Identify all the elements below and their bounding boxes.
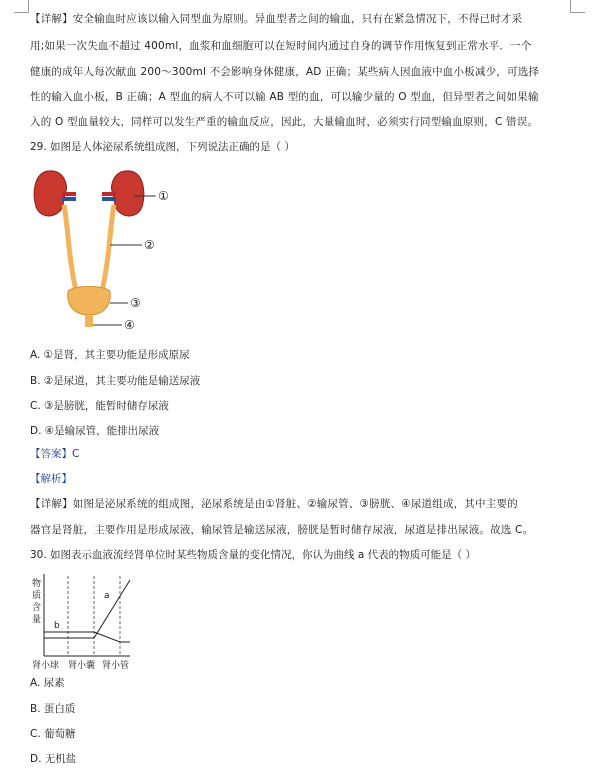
figure-label-2: ② (144, 238, 155, 252)
chart-xlabel: 肾小球 (32, 661, 60, 671)
curve-label-b: b (54, 621, 60, 631)
explanation-line: 健康的成年人每次献血 200～300ml 不会影响身体健康，AD 正确；某些病人因血液中血小板减少，可选择 (30, 66, 540, 78)
q29-explanation-line: 【详解】如图是泌尿系统的组成图，泌尿系统是由①肾脏、②输尿管、③膀胱、④尿道组成，其中主要的 (30, 498, 518, 510)
bladder (68, 287, 111, 316)
left-kidney (34, 171, 66, 216)
explanation-line: 【详解】安全输血时应该以输入同型血为原则。异血型者之间的输血，只有在紧急情况下，不得已时才采 (30, 13, 523, 25)
chart-ylabel-char: 质 (32, 591, 42, 601)
right-vein (102, 197, 116, 201)
urethra (85, 315, 93, 327)
left-ureter (64, 205, 76, 291)
page-corner-mark-right (570, 0, 585, 13)
question-30-stem: 30. 如图表示血液流经肾单位时某些物质含量的变化情况，你认为曲线 a 代表的物质可能是（ ） (30, 549, 476, 561)
right-artery (102, 192, 116, 196)
q29-option-a: A. ①是肾，其主要功能是形成原尿 (30, 349, 190, 361)
figure-label-4: ④ (124, 318, 135, 332)
question-29-stem: 29. 如图是人体泌尿系统组成图，下列说法正确的是（ ） (30, 141, 295, 153)
left-artery (62, 192, 76, 196)
chart-xlabel: 肾小囊 (68, 661, 96, 671)
explanation-line: 入的 O 型血量较大，同样可以发生严重的输血反应，因此，大量输血时，必须实行同型输血原则，C 错误。 (30, 116, 539, 128)
q30-option-a: A. 尿素 (30, 677, 65, 689)
page-corner-mark-left (14, 0, 29, 13)
q29-explanation-line: 器官是肾脏，主要作用是形成尿液，输尿管是输送尿液，膀胱是暂时储存尿液，尿道是排出尿液。故选 C。 (30, 524, 534, 536)
left-vein (62, 197, 76, 201)
q29-option-c: C. ③是膀胱，能暂时储存尿液 (30, 400, 169, 412)
q30-option-b: B. 蛋白质 (30, 703, 76, 715)
urinary-system-figure (30, 165, 190, 335)
q30-option-c: C. 葡萄糖 (30, 728, 76, 740)
q30-option-d: D. 无机盐 (30, 753, 77, 765)
right-kidney (112, 171, 144, 216)
q29-analysis-tag: 【解析】 (30, 473, 72, 485)
curve-b (44, 632, 130, 642)
q29-answer: 【答案】C (30, 448, 80, 460)
chart-xlabel: 肾小管 (102, 661, 130, 671)
curve-label-a: a (104, 591, 110, 601)
figure-label-1: ① (158, 189, 169, 203)
chart-ylabel-char: 量 (32, 615, 42, 625)
chart-ylabel-char: 含 (32, 603, 42, 613)
figure-label-3: ③ (130, 296, 141, 310)
explanation-line: 性的输入血小板，B 正确；A 型血的病人不可以输 AB 型的血，可以输少量的 O 型血，但异型者之间如果输 (30, 91, 539, 103)
kidney-chart (30, 572, 140, 672)
right-ureter (102, 205, 114, 291)
q29-option-b: B. ②是尿道，其主要功能是输送尿液 (30, 375, 201, 387)
explanation-line: 用;如果一次失血不超过 400ml，血浆和血细胞可以在短时间内通过自身的调节作用恢复到正常水平．一个 (30, 40, 532, 52)
chart-ylabel-char: 物 (32, 579, 42, 589)
q29-option-d: D. ④是输尿管，能排出尿液 (30, 425, 160, 437)
